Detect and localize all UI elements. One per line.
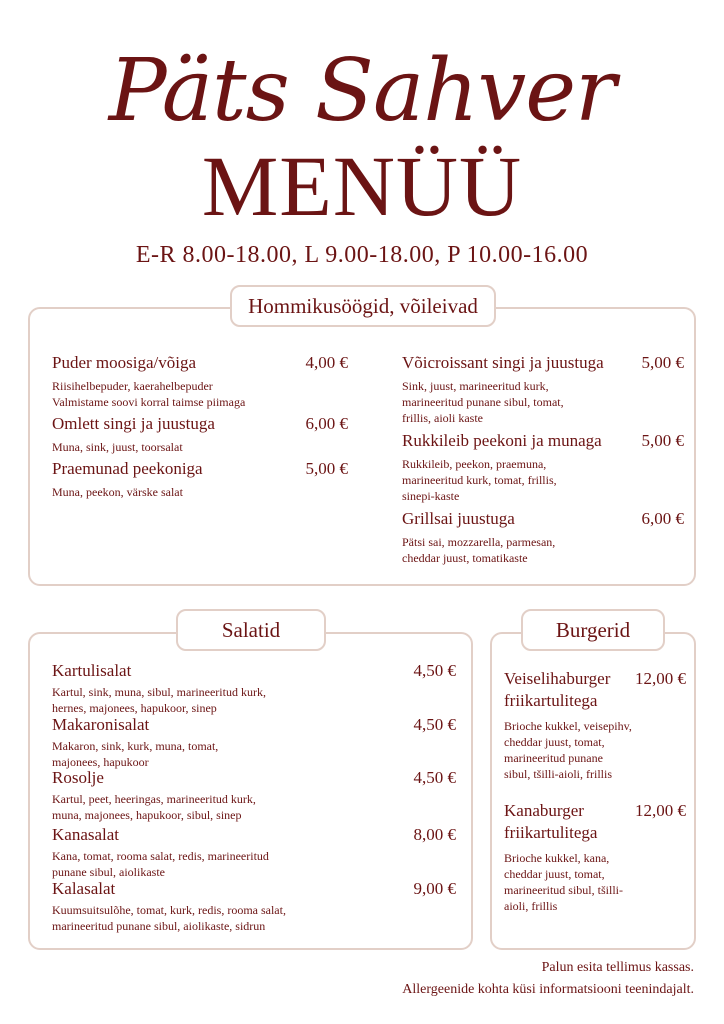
item-price: 12,00 € [635, 801, 686, 820]
item-price: 4,00 € [305, 353, 348, 372]
item-name: Võicroissant singi ja juustuga [402, 353, 604, 372]
item-name: Kartulisalat [52, 661, 132, 680]
item-description: Brioche kukkel, kana, cheddar juust, tomat, marineeritud sibul, tšilli- aioli, frillis [504, 851, 623, 913]
item-description: Pätsi sai, mozzarella, parmesan, cheddar juust, tomatikaste [402, 535, 556, 565]
menu-item [402, 508, 684, 566]
item-price: 5,00 € [641, 353, 684, 372]
item-description: Riisihelbepuder, kaerahelbepuder Valmistame soovi korral taimse piimaga [52, 379, 246, 409]
item-name: Makaronisalat [52, 715, 150, 734]
menu-item [52, 767, 456, 823]
item-description: Muna, sink, juust, toorsalat [52, 440, 183, 454]
item-name: Rukkileib peekoni ja munaga [402, 431, 602, 450]
menu-item [52, 714, 456, 770]
menu-item [402, 352, 684, 426]
footer-note-order: Palun esita tellimus kassas. [541, 960, 694, 975]
salads-title: Salatid [176, 609, 326, 651]
menu-item [52, 878, 456, 934]
breakfast-title: Hommikusöögid, võileivad [230, 285, 496, 327]
item-name: Rosolje [52, 768, 104, 787]
menu-item [504, 668, 686, 782]
footer-note-allergens: Allergeenide kohta küsi informatsiooni teenindajalt. [402, 982, 694, 997]
item-name: Veiselihaburger friikartulitega [504, 669, 611, 710]
item-name: Praemunad peekoniga [52, 459, 203, 478]
opening-hours: E-R 8.00-18.00, L 9.00-18.00, P 10.00-16.00 [135, 242, 589, 268]
menu-item [52, 824, 456, 880]
item-description: Sink, juust, marineeritud kurk, marineeritud punane sibul, tomat, frillis, aioli kaste [402, 379, 564, 425]
menu-title: MENÜÜ [201, 138, 523, 234]
item-name: Omlett singi ja juustuga [52, 414, 215, 433]
item-price: 8,00 € [413, 825, 456, 844]
item-price: 12,00 € [635, 669, 686, 688]
item-name: Kanasalat [52, 825, 120, 844]
item-name: Kalasalat [52, 879, 116, 898]
item-description: Muna, peekon, värske salat [52, 485, 183, 499]
item-price: 9,00 € [413, 879, 456, 898]
item-description: Makaron, sink, kurk, muna, tomat, majonees, hapukoor [52, 739, 219, 769]
menu-item [504, 800, 686, 914]
menu-item [402, 430, 684, 504]
item-price: 6,00 € [305, 414, 348, 433]
item-name: Puder moosiga/võiga [52, 353, 197, 372]
burgers-title: Burgerid [521, 609, 665, 651]
item-description: Kartul, peet, heeringas, marineeritud kurk, muna, majonees, hapukoor, sibul, sinep [52, 792, 256, 822]
menu-item [52, 660, 456, 716]
item-description: Rukkileib, peekon, praemuna, marineeritud kurk, tomat, frillis, sinepi-kaste [402, 457, 557, 503]
item-price: 5,00 € [305, 459, 348, 478]
menu-item [52, 413, 348, 455]
item-description: Brioche kukkel, veisepihv, cheddar juust, tomat, marineeritud punane sibul, tšilli-aioli, frillis [504, 719, 632, 781]
item-description: Kana, tomat, rooma salat, redis, marineeritud punane sibul, aiolikaste [52, 849, 269, 879]
item-price: 4,50 € [413, 661, 456, 680]
menu-item [52, 458, 348, 500]
item-price: 6,00 € [641, 509, 684, 528]
item-name: Kanaburger friikartulitega [504, 801, 598, 842]
item-name: Grillsai juustuga [402, 509, 515, 528]
brand-name: Päts Sahver [108, 41, 616, 141]
item-description: Kartul, sink, muna, sibul, marineeritud kurk, hernes, majonees, hapukoor, sinep [52, 685, 266, 715]
item-price: 4,50 € [413, 715, 456, 734]
menu-item [52, 352, 348, 410]
item-price: 4,50 € [413, 768, 456, 787]
item-price: 5,00 € [641, 431, 684, 450]
item-description: Kuumsuitsulõhe, tomat, kurk, redis, rooma salat, marineeritud punane sibul, aiolikaste, sidrun [52, 903, 286, 933]
